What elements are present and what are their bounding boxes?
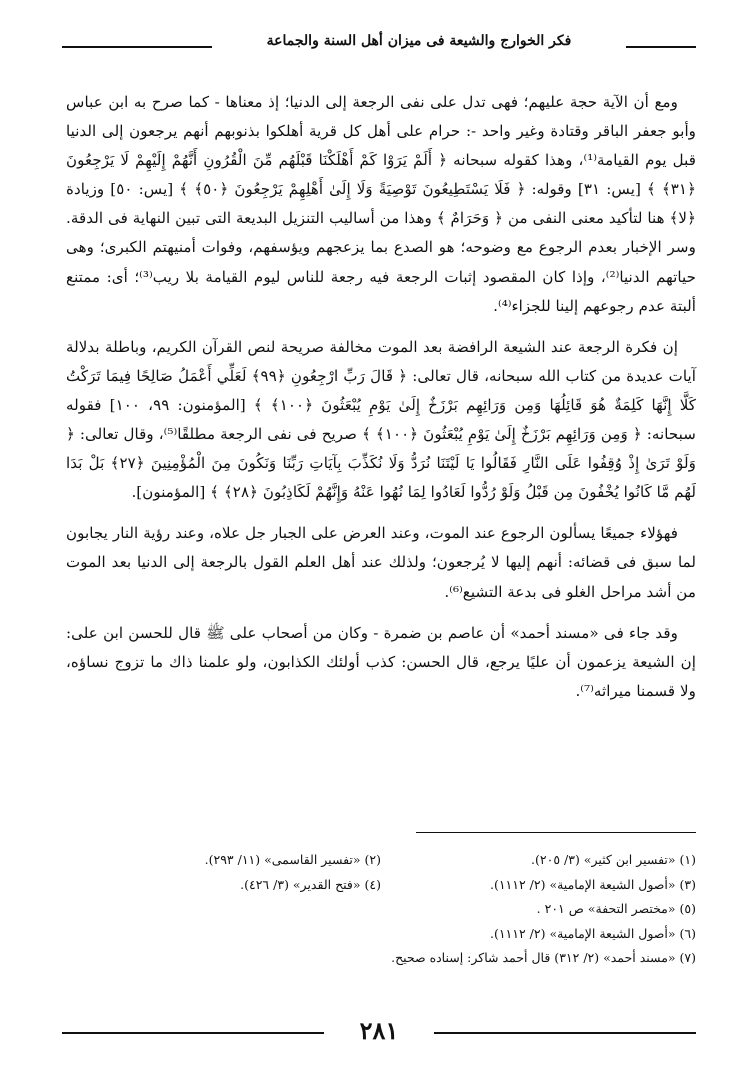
header-rule-right — [626, 46, 696, 48]
footnote-7: (٧) «مسند أحمد» (٢/ ٣١٢) قال أحمد شاكر: إسناده صحيح. — [391, 950, 696, 965]
footnote-5: (٥) «مختصر التحفة» ص ٢٠١ . — [536, 901, 696, 916]
footer-rule-left — [62, 1032, 324, 1034]
header-rule-left — [62, 46, 212, 48]
paragraph-3: فهؤلاء جميعًا يسألون الرجوع عند الموت، وعند العرض على الجبار جل علاه، وعند رؤية النار يجابون لما سبق فى قضائه: أنهم إليها لا يُرجعون؛ ولذلك عند أهل العلم القول بالرجعة إلى الدنيا بعد الموت من أشد مراحل الغلو فى بدعة التشيع⁽⁶⁾. — [66, 524, 696, 601]
footnote-row — [66, 946, 696, 971]
paragraph-1: ومع أن الآية حجة عليهم؛ فهى تدل على نفى الرجعة إلى الدنيا؛ إذ معناها - كما صرح به ابن عباس وأبو جعفر الباقر وقتادة وغير واحد -: حرام على أهل كل قرية أهلكوا بذنوبهم أنهم يرجعون إلى الدنيا قبل يوم القيامة⁽¹⁾، وهذا كقوله سبحانه ﴿ أَلَمْ يَرَوْا كَمْ أَهْلَكْنَا قَبْلَهُم مِّنَ الْقُرُونِ أَنَّهُمْ إِلَيْهِمْ لَا يَرْجِعُونَ ﴿٣١﴾ ﴾ [يس: ٣١] وقوله: ﴿ فَلَا يَسْتَطِيعُونَ تَوْصِيَةً وَلَا إِلَىٰ أَهْلِهِمْ يَرْجِعُونَ ﴿٥٠﴾ ﴾ [يس: ٥٠] وزيادة ﴿لا﴾ هنا لتأكيد معنى النفى من ﴿ وَحَرَامٌ ﴾ وهذا من أساليب التنزيل البديعة التى تبين النهاية فى الدقة. وسر الإخبار بعدم الرجوع مع وضوحه؛ هو الصدع بما يزعجهم ويؤسفهم، وفوات أمنيهتم الكبرى؛ وهى حياتهم الدنيا⁽²⁾، وإذا كان المقصود إثبات الرجعة فيه رجعة للناس ليوم القيامة بلا ريب⁽³⁾؛ أى: ممتنع ألبتة عدم رجوعهم إلينا للجزاء⁽⁴⁾. — [66, 93, 697, 315]
footnote-separator — [416, 832, 696, 833]
page-number: ٢٨١ — [359, 1016, 399, 1045]
footer-rule-right — [434, 1032, 696, 1034]
footnotes — [66, 848, 696, 971]
paragraph-4: وقد جاء فى «مسند أحمد» أن عاصم بن ضمرة - وكان من أصحاب على ﷺ قال للحسن ابن على: إن الشيعة يزعمون أن عليًا يرجع، قال الحسن: كذب أولئك الكذابون، ولو علمنا ذاك ما تزوج نساؤه، ولا قسمنا ميراثه⁽⁷⁾. — [66, 623, 696, 700]
footnote-row — [66, 922, 696, 947]
running-header — [62, 30, 696, 64]
footnote-1: (١) «تفسير ابن كثير» (٣/ ٢٠٥). — [531, 852, 696, 867]
main-text — [66, 88, 696, 718]
paragraph-2: إن فكرة الرجعة عند الشيعة الرافضة بعد الموت مخالفة صريحة لنص القرآن الكريم، وباطلة بدلالة آيات عديدة من كتاب الله سبحانه، قال تعالى: ﴿ قَالَ رَبِّ ارْجِعُونِ ﴿٩٩﴾ لَعَلِّي أَعْمَلُ صَالِحًا فِيمَا تَرَكْتُ كَلَّا إِنَّهَا كَلِمَةٌ هُوَ قَائِلُهَا وَمِن وَرَائِهِم بَرْزَخٌ إِلَىٰ يَوْمِ يُبْعَثُونَ ﴿١٠٠﴾ ﴾ [المؤمنون: ٩٩، ١٠٠] فقوله سبحانه: ﴿ وَمِن وَرَائِهِم بَرْزَخٌ إِلَىٰ يَوْمِ يُبْعَثُونَ ﴿١٠٠﴾ ﴾ صريح فى نفى الرجعة مطلقًا⁽⁵⁾، وقال تعالى: ﴿ وَلَوْ تَرَىٰ إِذْ وُقِفُوا عَلَى النَّارِ فَقَالُوا يَا لَيْتَنَا نُرَدُّ وَلَا نُكَذِّبَ بِآيَاتِ رَبِّنَا وَنَكُونَ مِنَ الْمُؤْمِنِينَ ﴿٢٧﴾ بَلْ بَدَا لَهُم مَّا كَانُوا يُخْفُونَ مِن قَبْلُ وَلَوْ رُدُّوا لَعَادُوا لِمَا نُهُوا عَنْهُ وَإِنَّهُمْ لَكَاذِبُونَ ﴿٢٨﴾ ﴾ [المؤمنون]. — [66, 337, 697, 502]
footnote-row — [66, 848, 696, 873]
footnote-2: (٢) «تفسير القاسمى» (١١/ ٢٩٣). — [204, 852, 381, 867]
running-title: فكر الخوارج والشيعة فى ميزان أهل السنة والجماعة — [266, 33, 572, 49]
footnote-4: (٤) «فتح القدير» (٣/ ٤٢٦). — [240, 876, 381, 892]
page-footer — [62, 1010, 696, 1050]
footnote-row — [66, 873, 696, 898]
footnote-3: (٣) «أصول الشيعة الإمامية» (٢/ ١١١٢). — [489, 876, 696, 892]
footnote-6: (٦) «أصول الشيعة الإمامية» (٢/ ١١١٢). — [489, 925, 696, 941]
footnote-row — [66, 897, 696, 922]
